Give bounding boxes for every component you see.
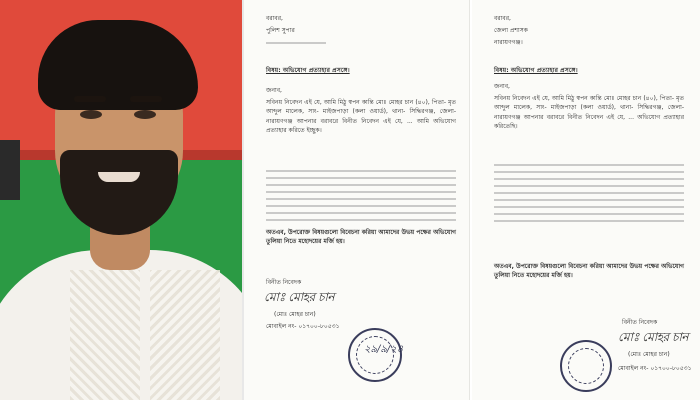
recipient-line-1: বরাবর, [266,15,283,22]
salutation: জনাব, [266,87,282,94]
stamp-scribble: ২৯/৯/২৪ [364,344,404,355]
letter-closing: অতএব, উপরোক্ত বিষয়গুলো বিবেচনা করিয়া আমাদের উভয় পক্ষের অভিযোগ তুলিয়া নিতে মহোদয়ের মর্জি হয়। [266,229,456,246]
mobile-number: মোবাইল নং- ০১৭০০-৮০৫৩১ [618,365,692,372]
letter-body: সবিনয় নিবেদন এই যে, আমি মিঠু স্বপন কান্তি মোঃ মোহর চান (৪০), পিতা- মৃত আব্দুল মালেক, সাং- মাইজপাড়া (কলা ওয়ার্ড), থানা- সিদ্ধিরগঞ্জ, জেলা- নারায়ণগঞ্জ আপনার বরাবরে বিনীত নিবেদন এই যে, ... অভিযোগ প্রত্যাহার করিতেছি। [494,95,684,130]
recipient-line-3: নারায়ণগঞ্জ। [494,39,523,46]
letter-subject: বিষয়: অভিযোগ প্রত্যাহার প্রসঙ্গে। [494,67,578,74]
official-stamp [560,340,612,392]
letter-closing: অতএব, উপরোক্ত বিষয়গুলো বিবেচনা করিয়া আমাদের উভয় পক্ষের অভিযোগ তুলিয়া নিতে মহোদয়ের মর্জি হয়। [494,263,684,280]
letter-subject: বিষয়: অভিযোগ প্রত্যাহার প্রসঙ্গে। [266,67,350,74]
signer-title: বিনীত নিবেদক [266,279,302,286]
letter-to-police-super [244,0,470,400]
handwritten-signature: মোঃ মোহর চান [618,330,689,344]
recipient-line-1: বরাবর, [494,15,511,22]
mobile-number: মোবাইল নং- ০১৭০০-৮০৫৩১ [266,323,340,330]
address-lines [266,42,326,49]
letter-to-district-commissioner [472,0,700,400]
recipient-line-2: জেলা প্রশাসক [494,27,528,34]
salutation: জনাব, [494,83,510,90]
letter-body: সবিনয় নিবেদন এই যে, আমি মিঠু স্বপন কান্তি মোঃ মোহর চান (৪০), পিতা- মৃত আব্দুল মালেক, সাং- মাইজপাড়া (কলা ওয়ার্ড), থানা- সিদ্ধিরগঞ্জ, জেলা- নারায়ণগঞ্জ আপনার বরাবরে বিনীত নিবেদন এই যে, ... আমি অভিযোগ প্রত্যাহার করিতে ইচ্ছুক। [266,99,456,134]
signer-title: বিনীত নিবেদক [622,319,658,326]
signer-name: (মোঃ মোহর চান) [274,311,316,318]
person-photo [0,0,242,400]
signer-name: (মোঃ মোহর চান) [628,351,670,358]
recipient-line-2: পুলিশ সুপার [266,27,295,34]
handwritten-signature: মোঃ মোহর চান [264,290,335,304]
